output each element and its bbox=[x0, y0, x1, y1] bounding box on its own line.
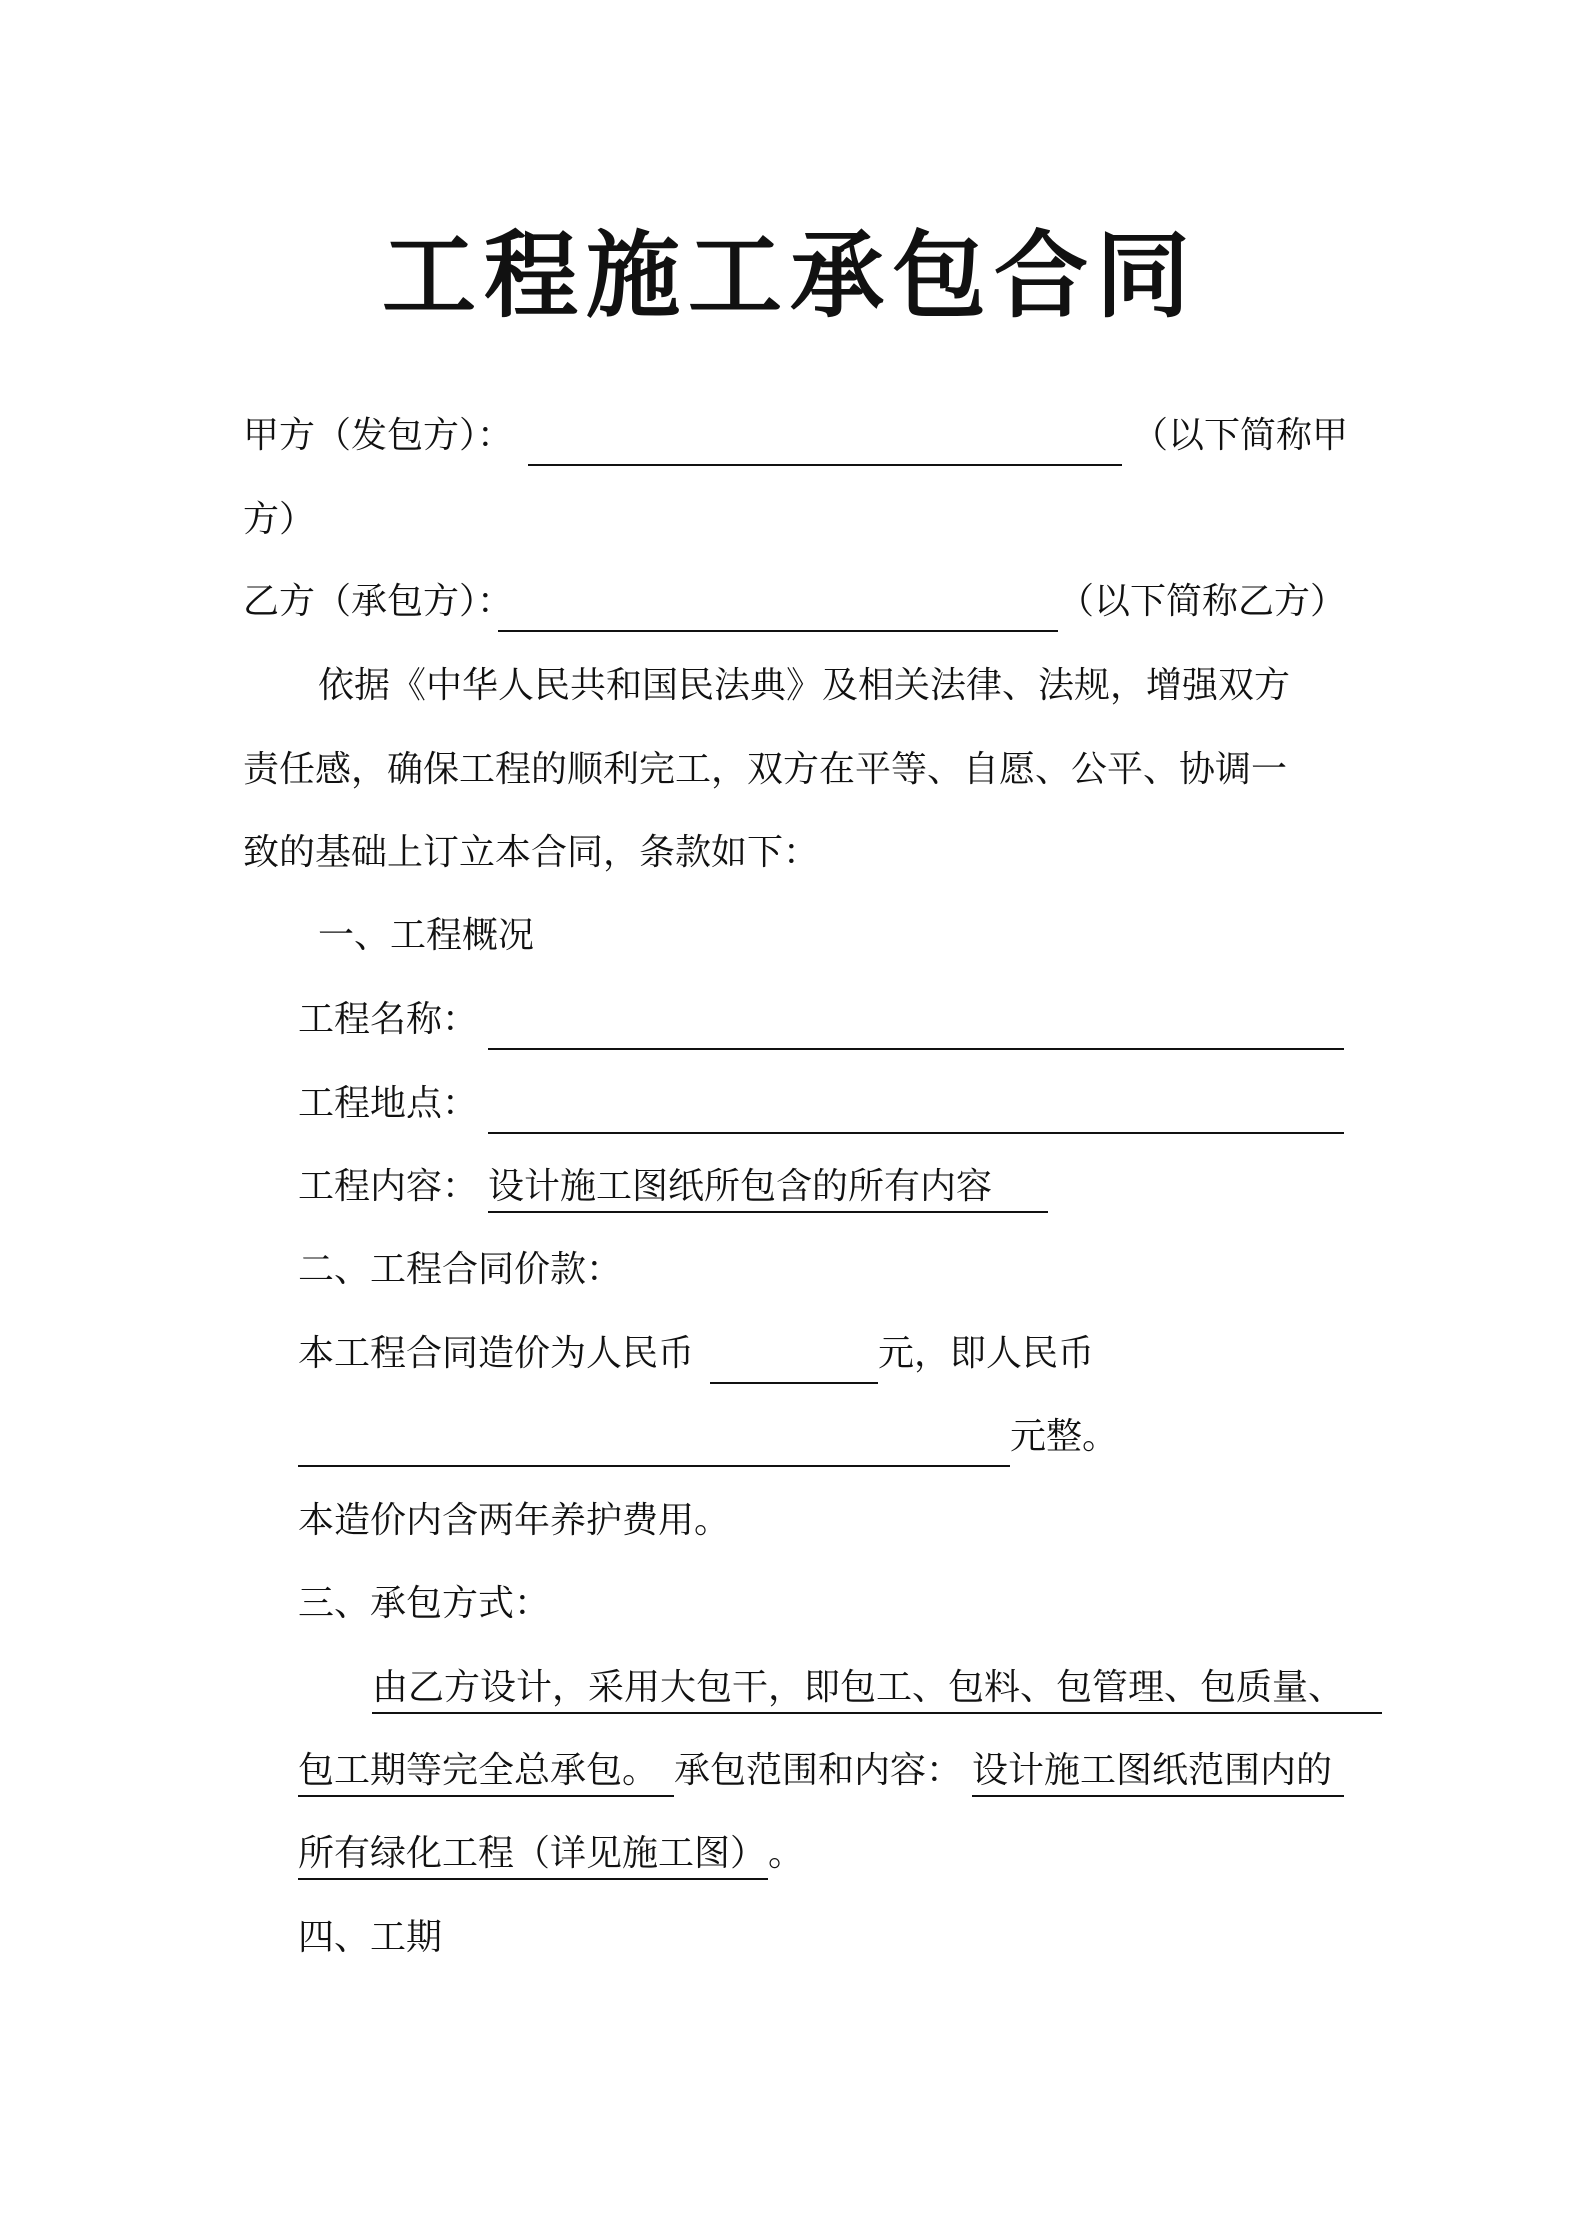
price-amount-blank[interactable] bbox=[710, 1382, 878, 1384]
contract-scope-label: 承包范围和内容： bbox=[674, 1750, 963, 1791]
party-a-blank[interactable] bbox=[528, 464, 1122, 466]
price-text-3: 元整。 bbox=[1010, 1416, 1119, 1457]
project-location-label: 工程地点： bbox=[298, 1083, 479, 1124]
project-location-blank[interactable] bbox=[488, 1132, 1344, 1134]
project-content-label: 工程内容： bbox=[298, 1166, 479, 1207]
party-b-suffix: （以下简称乙方） bbox=[1058, 581, 1347, 622]
project-name-label: 工程名称： bbox=[298, 999, 479, 1040]
contract-method-line-1: 由乙方设计，采用大包干，即包工、包料、包管理、包质量、 bbox=[372, 1664, 1382, 1714]
project-content-value: 设计施工图纸所包含的所有内容 bbox=[488, 1163, 1048, 1213]
preamble-line-2: 责任感，确保工程的顺利完工，双方在平等、自愿、公平、协调一 bbox=[243, 749, 1288, 790]
preamble-line-3: 致的基础上订立本合同，条款如下： bbox=[243, 832, 820, 873]
party-b-label: 乙方（承包方）： bbox=[243, 581, 514, 622]
section-2-heading: 二、工程合同价款： bbox=[298, 1249, 623, 1290]
contract-title: 工程施工承包合同 bbox=[381, 222, 1198, 331]
section-1-heading: 一、工程概况 bbox=[318, 915, 535, 956]
contract-scope-value-1: 设计施工图纸范围内的 bbox=[972, 1747, 1344, 1797]
section-4-heading: 四、工期 bbox=[298, 1917, 443, 1958]
maintenance-note: 本造价内含两年养护费用。 bbox=[298, 1500, 731, 1541]
party-a-label: 甲方（发包方）： bbox=[243, 415, 514, 456]
contract-scope-value-2: 所有绿化工程（详见施工图） bbox=[298, 1830, 768, 1880]
price-words-blank[interactable] bbox=[298, 1465, 1010, 1467]
party-a-suffix: （以下简称甲 bbox=[1132, 415, 1349, 456]
preamble-line-1: 依据《中华人民共和国民法典》及相关法律、法规，增强双方 bbox=[318, 665, 1291, 706]
project-name-blank[interactable] bbox=[488, 1048, 1344, 1050]
contract-scope-period: 。 bbox=[768, 1833, 805, 1874]
price-text-1: 本工程合同造价为人民币 bbox=[298, 1333, 695, 1374]
party-a-suffix-continued: 方） bbox=[243, 499, 316, 540]
price-text-2: 元，即人民币 bbox=[878, 1333, 1095, 1374]
section-3-heading: 三、承包方式： bbox=[298, 1583, 551, 1624]
contract-method-line-2a: 包工期等完全总承包。 bbox=[298, 1747, 674, 1797]
party-b-blank[interactable] bbox=[498, 630, 1058, 632]
